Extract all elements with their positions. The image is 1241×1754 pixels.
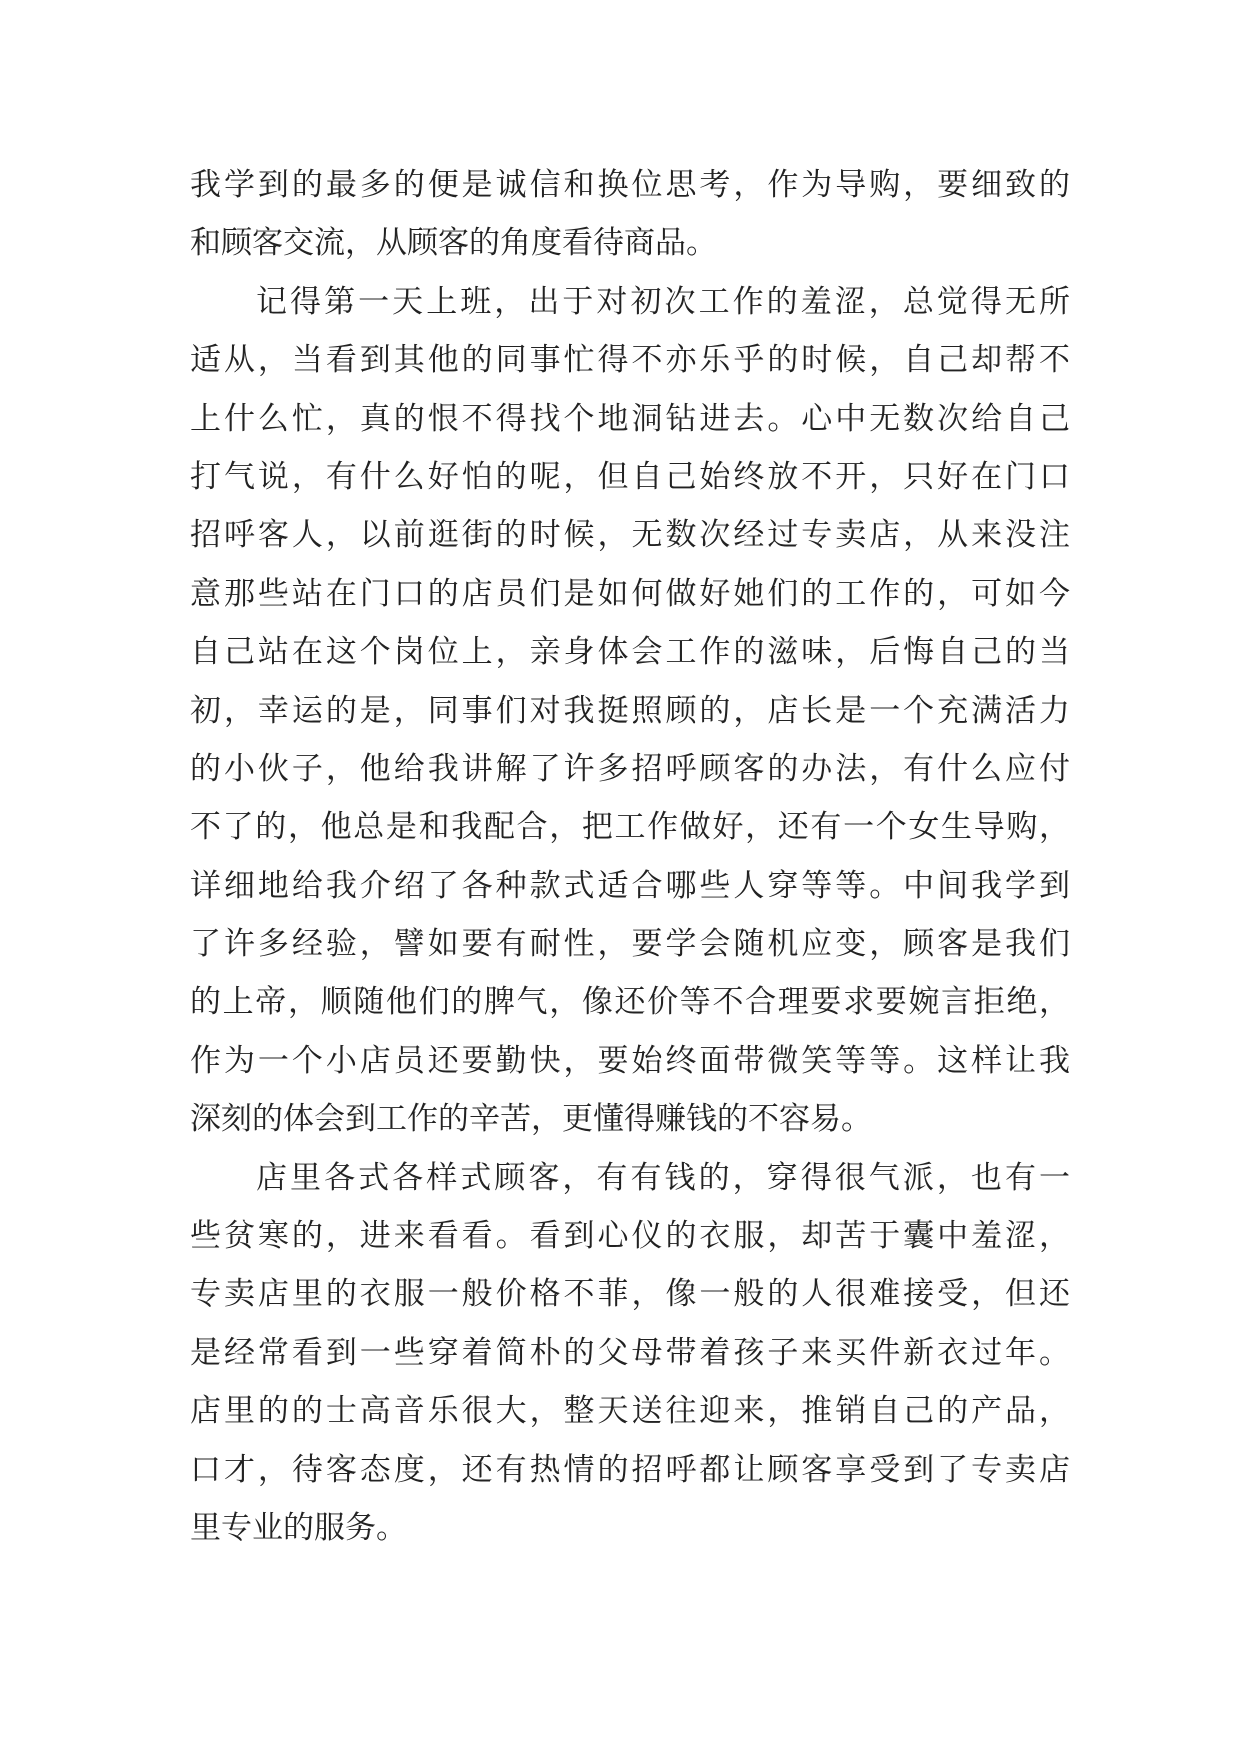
- text-line: 是经常看到一些穿着简朴的父母带着孩子来买件新衣过年。: [190, 1334, 1070, 1371]
- text-line: 详细地给我介绍了各种款式适合哪些人穿等等。中间我学到: [190, 867, 1070, 904]
- text-line: 深刻的体会到工作的辛苦，更懂得赚钱的不容易。: [190, 1101, 872, 1138]
- text-line: 不了的，他总是和我配合，把工作做好，还有一个女生导购，: [190, 809, 1070, 846]
- text-line: 记得第一天上班，出于对初次工作的羞涩，总觉得无所: [256, 283, 1070, 320]
- body-text: [190, 156, 1070, 1557]
- text-line: 适从，当看到其他的同事忙得不亦乐乎的时候，自己却帮不: [190, 342, 1070, 379]
- text-line: 打气说，有什么好怕的呢，但自己始终放不开，只好在门口: [190, 458, 1070, 495]
- paragraph-2: [190, 273, 1070, 1149]
- text-line: 店里的的士高音乐很大，整天送往迎来，推销自己的产品，: [190, 1393, 1070, 1430]
- text-line: 初，幸运的是，同事们对我挺照顾的，店长是一个充满活力: [190, 692, 1070, 729]
- text-line: 口才，待客态度，还有热情的招呼都让顾客享受到了专卖店: [190, 1451, 1070, 1488]
- paragraph-3: [190, 1149, 1070, 1558]
- paragraph-1: [190, 156, 1070, 273]
- text-line: 些贫寒的，进来看看。看到心仪的衣服，却苦于囊中羞涩，: [190, 1218, 1070, 1255]
- text-line: 作为一个小店员还要勤快，要始终面带微笑等等。这样让我: [190, 1042, 1070, 1079]
- text-line: 专卖店里的衣服一般价格不菲，像一般的人很难接受，但还: [190, 1276, 1070, 1313]
- text-line: 的上帝，顺随他们的脾气，像还价等不合理要求要婉言拒绝，: [190, 984, 1070, 1021]
- text-line: 招呼客人，以前逛街的时候，无数次经过专卖店，从来没注: [190, 517, 1070, 554]
- text-line: 我学到的最多的便是诚信和换位思考，作为导购，要细致的: [190, 167, 1070, 203]
- text-line: 的小伙子，他给我讲解了许多招呼顾客的办法，有什么应付: [190, 750, 1070, 787]
- text-line: 上什么忙，真的恨不得找个地洞钻进去。心中无数次给自己: [190, 400, 1070, 437]
- text-line: 自己站在这个岗位上，亲身体会工作的滋味，后悔自己的当: [190, 634, 1070, 671]
- text-line: 和顾客交流，从顾客的角度看待商品。: [190, 225, 717, 262]
- text-line: 里专业的服务。: [190, 1509, 407, 1546]
- text-line: 意那些站在门口的店员们是如何做好她们的工作的，可如今: [190, 575, 1070, 612]
- text-line: 店里各式各样式顾客，有有钱的，穿得很气派，也有一: [256, 1159, 1070, 1196]
- text-line: 了许多经验，譬如要有耐性，要学会随机应变，顾客是我们: [190, 926, 1070, 963]
